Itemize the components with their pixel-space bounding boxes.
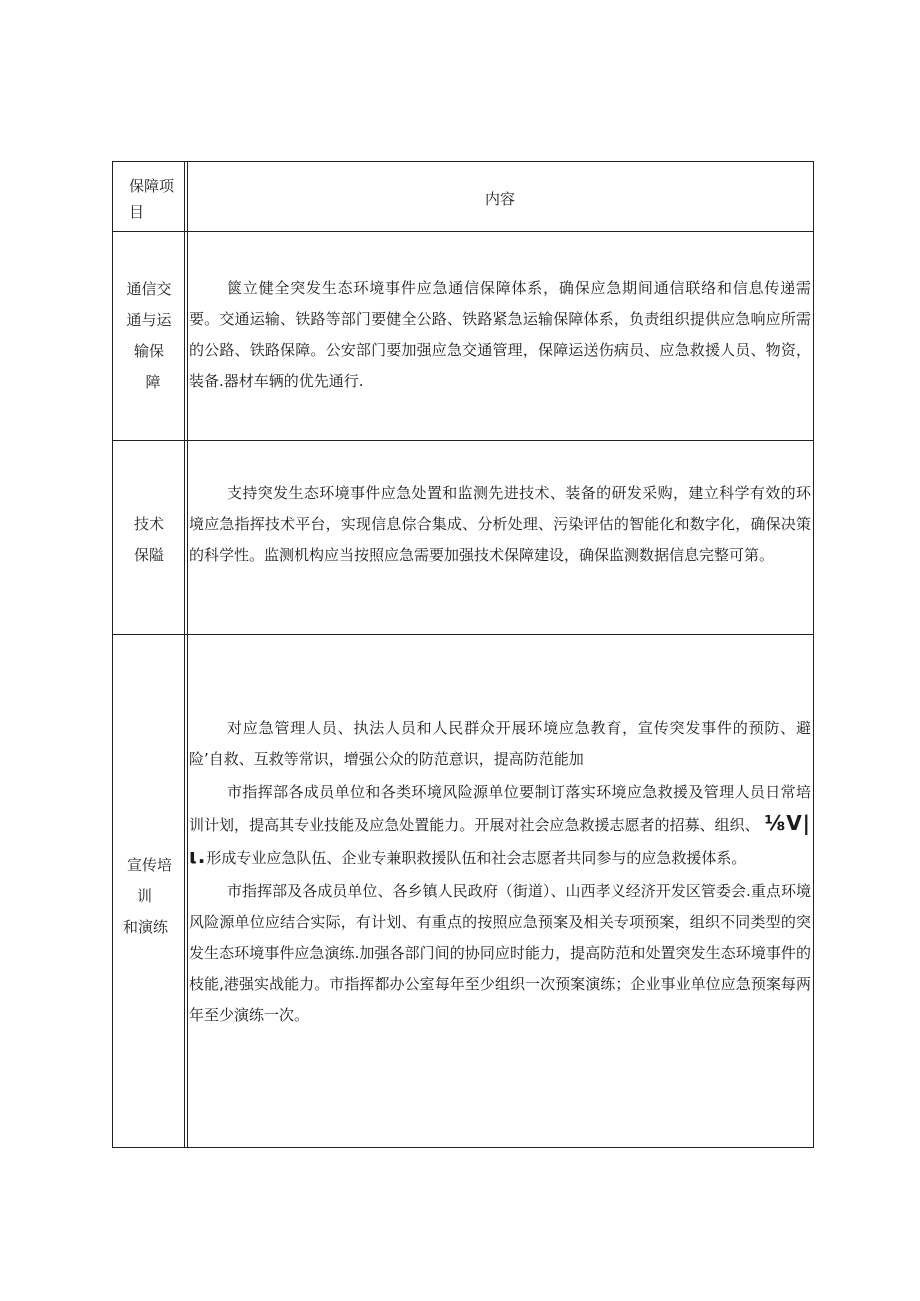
content-paragraph: 支持突发生态环境事件应急处置和监测先进技术、装备的研发采购，建立科学有效的环境应急指挥技术平台，实现信息倧合集成、分析处理、污染评估的智能化和数字化，确保决策的科学性。监测机构应当按照应急需要加强技术保障建设，确保监测数据信息完整可第。 — [189, 484, 811, 564]
content-text: 形成专业应急队伍、企业专兼职救援队伍和社会志愿者共同参与的应急救援体系。 — [206, 849, 747, 867]
row-label-line: 输保 — [133, 342, 164, 360]
content-paragraph — [189, 777, 811, 874]
row-content — [187, 713, 815, 1031]
table-header-row — [113, 162, 813, 232]
garbled-glyph-text: ⅛V|ι. — [189, 811, 811, 868]
row-label-line: 宣传培 — [127, 856, 173, 874]
header-item-line: 保障项 — [129, 177, 175, 195]
row-label-line: 通信交 — [126, 280, 172, 298]
content-text: 市指挥部各成员单位和各类环境风险源单位要制订落实环境应急救援及管理人员日常培训计划，提高其专业技能及应急处置能力。开展对社会应急救援志愿者的招募、组织、 — [189, 783, 811, 834]
row-label-line: 训 — [137, 887, 153, 905]
content-paragraph: 篋立健全突发生态环境事件应急通信保障体系，确保应急期间通信联络和信息传递需要。交通运输、铁路等部门要健全公路、铁路紧急运输保障体系，负责组织提供应急响应所需的公路、铁路保障。公安部门要加强应急交通管理，保障运送伤病员、应急救援人员、物资，装备.器材车辆的优先通行. — [189, 279, 811, 390]
table-row — [113, 441, 813, 635]
content-paragraph: 市指挥部及各成员单位、各乡镇人民政府（街道）、山西孝义经济开发区管委会.重点环境风险源单位应结合实际，有计划、有重点的按照应急预案及相关专项预案，组织不同类型的突发生态环境事件应急演练.加强各部门间的协同应时能力，提高防范和处置突发生态环境事件的枝能,港强实战能力。市指挥都办公室每年至少组织一次预案演练；企业事业单位应急预案每两年至少演练一次。 — [189, 882, 811, 1024]
row-label — [113, 509, 185, 571]
header-content-label: 内容 — [484, 190, 515, 208]
row-label-line: 保隘 — [133, 546, 164, 564]
content-paragraph: 对应急管理人员、执法人员和人民群众开展环境应急教育，宣传突发事件的预防、避险’自救、互救等常识，增强公众的防范意识，提高防范能加 — [189, 719, 811, 768]
header-item-line: 目 — [129, 203, 145, 221]
row-label-line: 技术 — [133, 515, 164, 533]
table-row — [113, 635, 813, 1149]
row-label-line: 和演练 — [123, 918, 169, 936]
row-label — [113, 274, 185, 398]
row-content — [187, 478, 815, 571]
row-label-line: 通与运 — [126, 311, 172, 329]
table-row — [113, 232, 813, 441]
row-content — [187, 273, 815, 397]
guarantee-table — [112, 161, 814, 1148]
row-label-line: 障 — [145, 373, 161, 391]
